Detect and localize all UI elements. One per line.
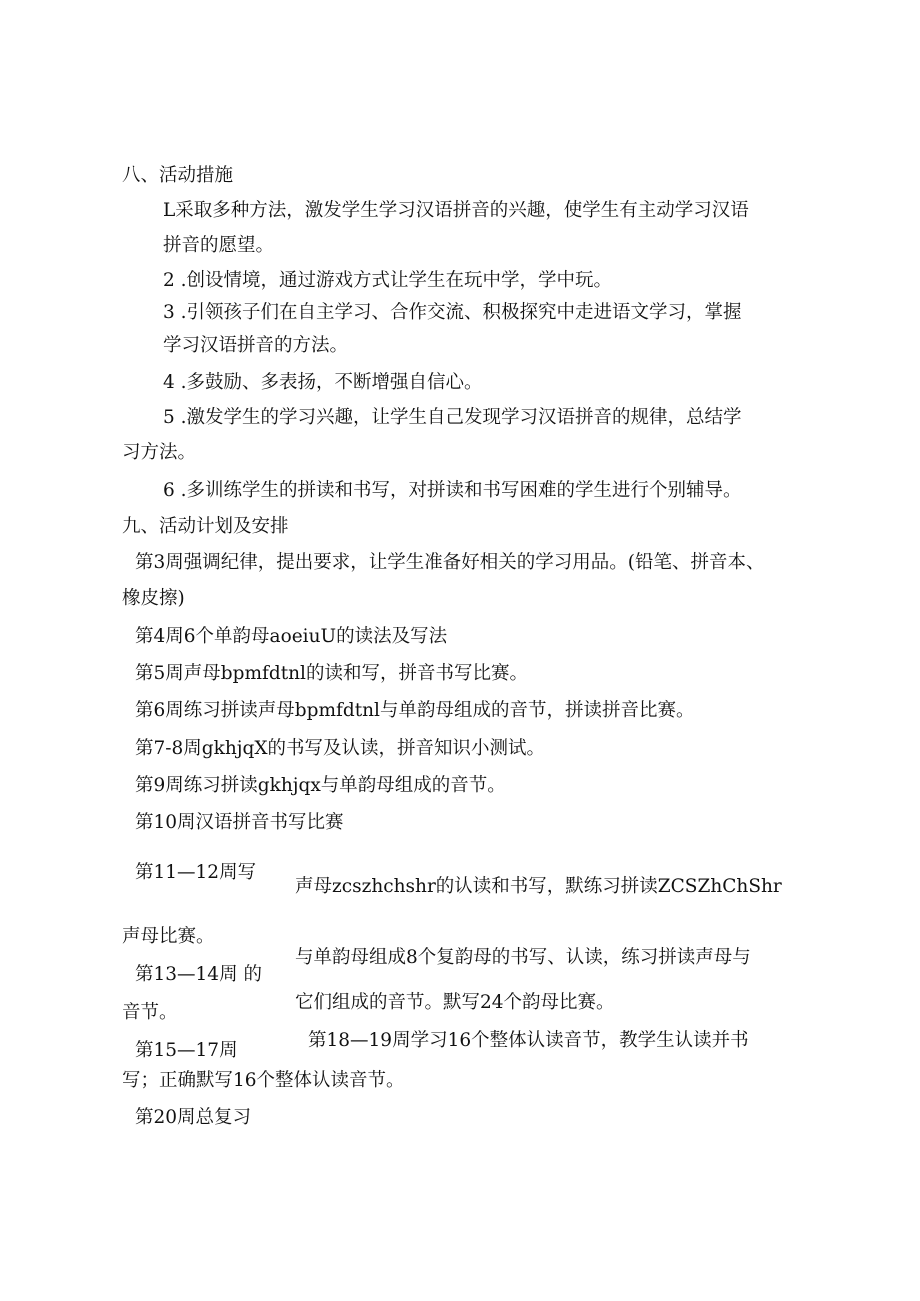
week-20: 第20周总复习 [135,1107,252,1128]
week-3-cont: 橡皮擦) [122,588,185,609]
week-4: 第4周6个单韵母aoeiuU的读法及写法 [135,626,448,647]
week-13-14-right: 与单韵母组成8个复韵母的书写、认读，练习拼读声母与 [295,947,751,968]
week-3: 第3周强调纪律，提出要求，让学生准备好相关的学习用品。(铅笔、拼音本、 [135,552,765,573]
week-10: 第10周汉语拼音书写比赛 [135,812,344,833]
measure-item-1: L采取多种方法，激发学生学习汉语拼音的兴趣，使学生有主动学习汉语 [163,200,749,221]
week-9: 第9周练习拼读gkhjqx与单韵母组成的音节。 [135,775,506,796]
week-13-14-left: 第13—14周 的 [135,964,262,985]
measure-item-6: 6 .多训练学生的拼读和书写，对拼读和书写困难的学生进行个别辅导。 [163,480,742,501]
week-5: 第5周声母bpmfdtnl的读和写，拼音书写比赛。 [135,663,528,684]
week-11-12-cont: 声母比赛。 [122,926,215,947]
measure-item-2: 2 .创设情境，通过游戏方式让学生在玩中学，学中玩。 [163,270,613,291]
week-6: 第6周练习拼读声母bpmfdtnl与单韵母组成的音节，拼读拼音比赛。 [135,700,695,721]
week-11-12-right: 声母zcszhchshr的认读和书写，默练习拼读ZCSZhChShr [295,876,782,897]
measure-item-3-cont: 学习汉语拼音的方法。 [163,335,349,356]
measure-item-5-cont: 习方法。 [122,442,197,463]
week-13-14-right-cont: 它们组成的音节。默写24个韵母比赛。 [295,992,615,1013]
week-13-14-cont: 音节。 [122,1002,178,1023]
section-8-heading: 八、活动措施 [122,165,234,186]
week-11-12-left: 第11—12周写 [135,862,257,883]
measure-item-4: 4 .多鼓励、多表扬，不断增强自信心。 [163,372,483,393]
section-9-heading: 九、活动计划及安排 [122,516,289,537]
measure-item-1-cont: 拼音的愿望。 [163,235,275,256]
week-15-17-left: 第15—17周 [135,1040,238,1061]
week-7-8: 第7-8周gkhjqX的书写及认读，拼音知识小测试。 [135,738,546,759]
measure-item-5: 5 .激发学生的学习兴趣，让学生自己发现学习汉语拼音的规律，总结学 [163,407,742,428]
week-15-19-cont: 写；正确默写16个整体认读音节。 [122,1070,405,1091]
measure-item-3: 3 .引领孩子们在自主学习、合作交流、积极探究中走进语文学习，掌握 [163,302,742,323]
week-18-19: 第18—19周学习16个整体认读音节，教学生认读并书 [308,1030,749,1051]
